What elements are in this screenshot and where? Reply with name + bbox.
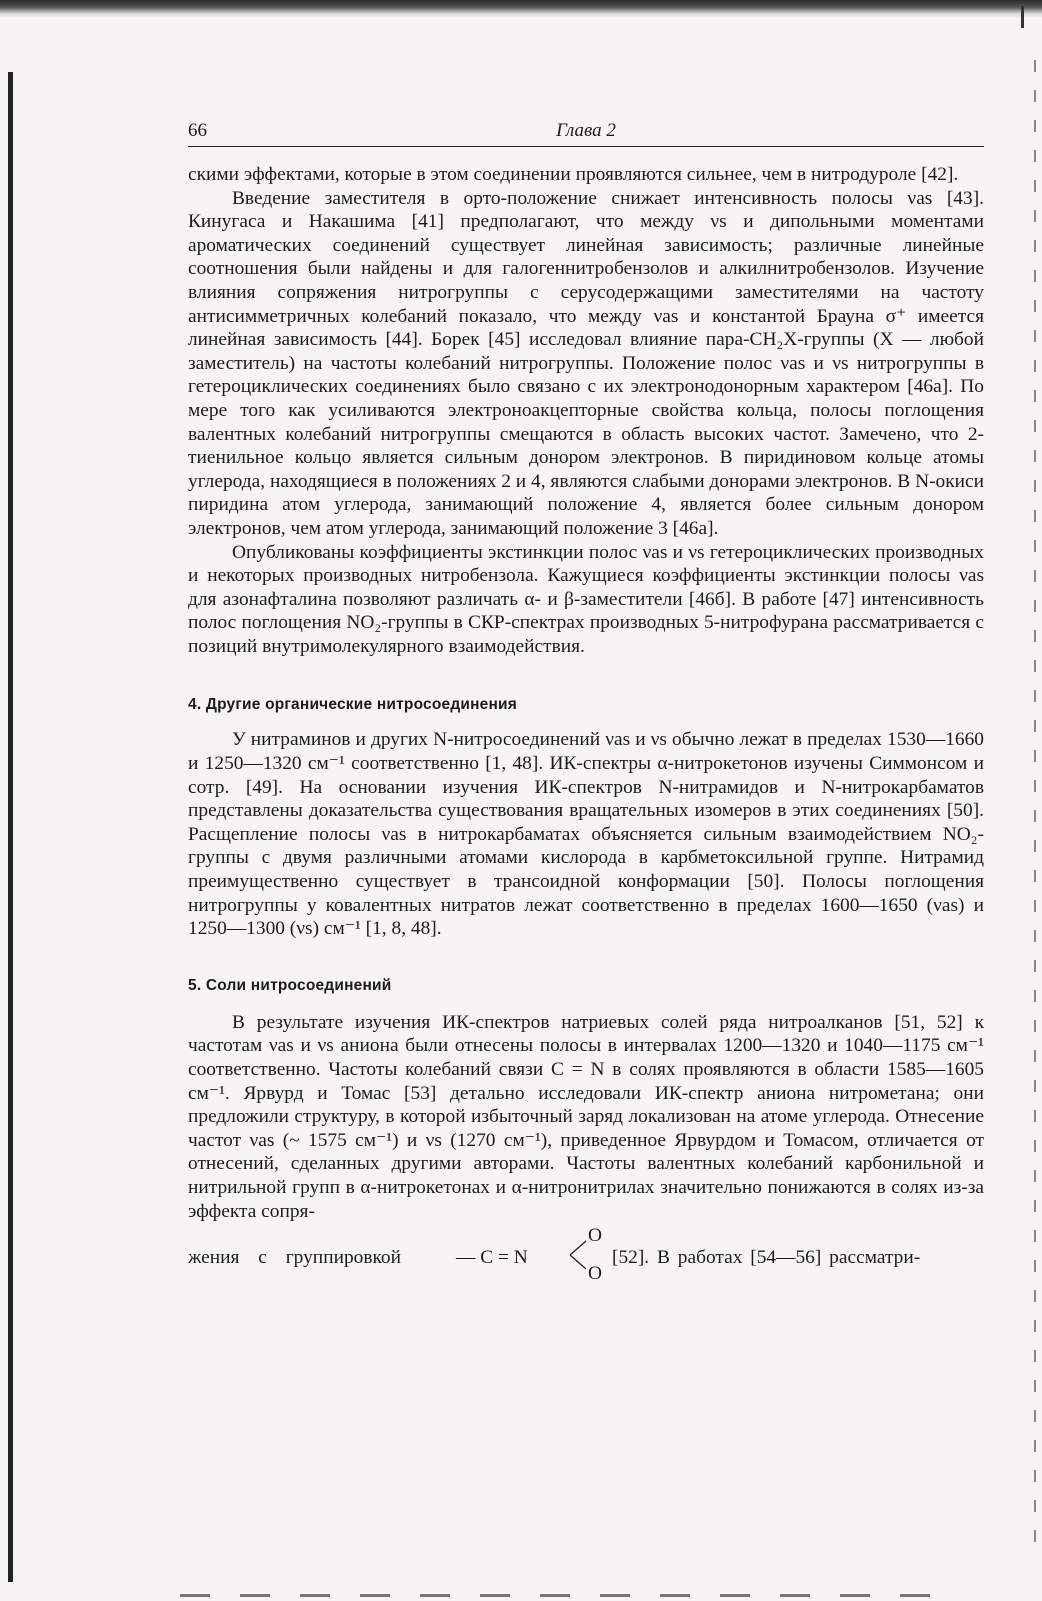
main-text <box>188 163 984 658</box>
scan-edge-left <box>8 72 13 1582</box>
scan-edge-right <box>1034 60 1036 1560</box>
paragraph: скими эффектами, которые в этом соединении проявляются сильнее, чем в нитродуроле [42]. <box>188 164 959 185</box>
section-text <box>188 728 984 940</box>
chapter-title: Глава 2 <box>556 120 616 141</box>
section-heading: 5. Соли нитросоединений <box>188 976 392 994</box>
paragraph: В результате изучения ИК-спектров натриевых солей ряда нитроалканов [51, 52] к частотам νas и νs аниона были отнесены полосы в интервалах 1200—1320 и 1040—1175 см⁻¹ соответственно. Частоты колебаний связи C = N в солях проявляются в области 1585—1605 см⁻¹. Ярвурд и Томас [53] детально исследовали ИК-спектр аниона нитрометана; они предложили структуру, в которой избыточный заряд локализован на атоме углерода. Отнесение частот νas (~ 1575 см⁻¹) и νs (1270 см⁻¹), приведенное Ярвурдом и Томасом, отличается от отнесений, сделанных другими авторами. Частоты валентных колебаний карбонильной и нитрильной групп в α-нитрокетонах и α-нитронитрилах значительно понижаются в солях из-за эффекта сопря- <box>188 1011 984 1222</box>
running-head <box>188 118 984 147</box>
formula-lead-text: жения с группировкой <box>188 1247 401 1269</box>
scan-edge-top <box>0 0 1042 18</box>
scan-mark-right <box>1021 6 1024 28</box>
section-text <box>188 1011 984 1223</box>
oxygen-bottom: O <box>588 1263 603 1285</box>
formula-line <box>188 1223 984 1285</box>
formula-group: — C = N <box>456 1247 528 1269</box>
book-page <box>188 118 984 1285</box>
page-number: 66 <box>188 120 207 141</box>
formula-tail-text: [52]. В работах [54—56] рассматри- <box>612 1247 921 1269</box>
oxygen-top: O <box>588 1225 603 1247</box>
scan-edge-bottom <box>180 1594 960 1597</box>
paragraph: У нитраминов и других N-нитросоединений νas и νs обычно лежат в пределах 1530—1660 и 1250—1320 см⁻¹ соответственно [1, 48]. ИК-спектры α-нитрокетонов изучены Симмонсом и сотр. [49]. На основании изучения ИК-спектров N-нитрамидов и N-нитрокарбаматов представлены доказательства существования вращательных изомеров в этих соединениях [50]. Расщепление полосы νas в нитрокарбаматах объясняется сильным взаимодействием NO₂-группы с двумя различными атомами кислорода в карбметоксильной группе. Нитрамид преимущественно существует в трансоидной конформации [50]. Полосы поглощения нитрогруппы у ковалентных нитратов лежат соответственно в пределах 1600—1650 (νas) и 1250—1300 (νs) см⁻¹ [1, 8, 48]. <box>188 729 984 940</box>
paragraph: Введение заместителя в орто-положение снижает интенсивность полосы νas [43]. Кинугаса и Накашима [41] предполагают, что между νs и дипольными моментами ароматических соединений существует линейная зависимость; различные линейные соотношения были найдены и для галогеннитробензолов и алкилнитробензолов. Изучение влияния сопряжения нитрогруппы с серусодержащими заместителями на частоту антисимметричных колебаний показало, что между νas и константой Брауна σ⁺ имеется линейная зависимость [44]. Борек [45] исследовал влияние пара-CH₂X-группы (X — любой заместитель) на частоты колебаний нитрогруппы. Положение полос νas и νs нитрогруппы в гетероциклических соединениях было связано с их электронодонорным характером [46а]. По мере того как усиливаются электроноакцепторные свойства кольца, полосы поглощения валентных колебаний нитрогруппы смещаются в область высоких частот. Замечено, что 2-тиенильное кольцо является сильным донором электронов. В пиридиновом кольце атомы углерода, находящиеся в положениях 2 и 4, являются слабыми донорами электронов. В N-окиси пиридина атом углерода, занимающий положение 4, является более сильным донором электронов, чем атом углерода, занимающий положение 3 [46а]. <box>188 187 985 539</box>
section-heading: 4. Другие органические нитросоединения <box>188 696 518 714</box>
paragraph: Опубликованы коэффициенты экстинкции полос νas и νs гетероциклических производных и некоторых производных нитробензола. Кажущиеся коэффициенты экстинкции полосы νas для азонафталина позволяют различать α- и β-заместители [46б]. В работе [47] интенсивность полос поглощения NO₂-группы в СКР-спектрах производных 5-нитрофурана рассматривается с позиций внутримолекулярного взаимодействия. <box>188 541 984 657</box>
